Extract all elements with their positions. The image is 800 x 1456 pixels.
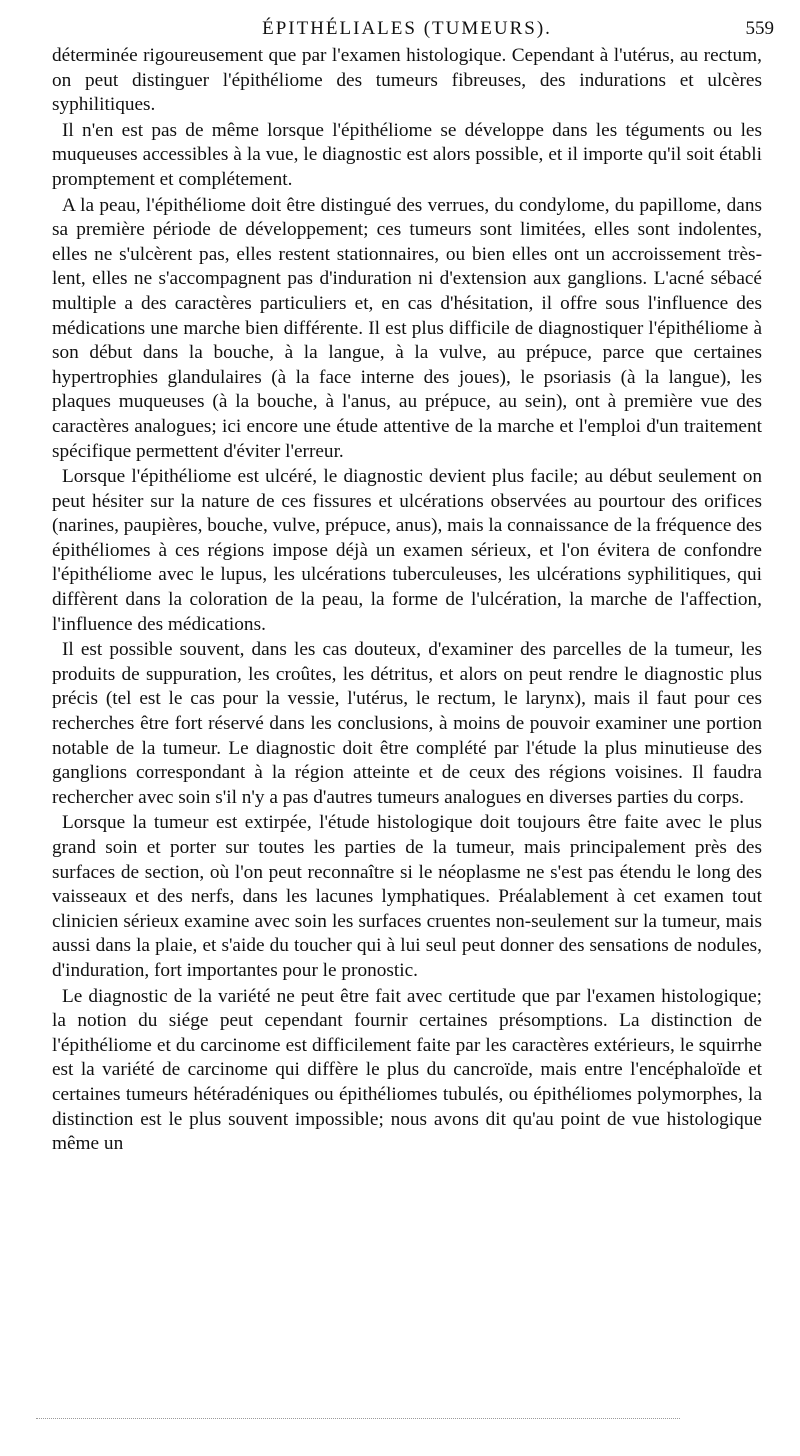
page-number: 559 (745, 18, 774, 39)
paragraph: déterminée rigoureusement que par l'examen histologique. Cependant à l'utérus, au rectum, on peut distinguer l'épithéliome des tumeurs fibreuses, des indurations et ulcères syphilitiques. (52, 45, 762, 116)
footer-rule (36, 1418, 680, 1419)
paragraph: Il est possible souvent, dans les cas douteux, d'examiner des parcelles de la tumeur, les produits de suppuration, les croûtes, les détritus, et alors on peut rendre le diagnostic plus précis (tel est le cas pour la vessie, l'utérus, le rectum, le larynx), mais il faut pour ces recherches être fort réservé dans les conclusions, à moins de pouvoir examiner une portion notable de la tumeur. Le diagnostic doit être complété par l'étude la plus minutieuse des ganglions correspondant à la région atteinte et de ceux des régions voisines. Il faudra rechercher avec soin s'il n'y a pas d'autres tumeurs analogues en diverses parties du corps. (52, 639, 762, 808)
paragraph: A la peau, l'épithéliome doit être distingué des verrues, du condylome, du papillome, dans sa première période de développement; ces tumeurs sont limitées, elles sont indolentes, elles ne s'ulcèrent pas, elles restent stationnaires, ou bien elles ont un accroissement très-lent, elles ne s'accompagnent pas d'induration ni d'extension aux ganglions. L'acné sébacé multiple a des caractères particuliers et, en cas d'hésitation, il offre sous l'influence des médications une marche bien différente. Il est plus difficile de diagnostiquer l'épithéliome à son début dans la bouche, à la langue, à la vulve, au prépuce, parce que certaines hypertrophies glandulaires (à la face interne des joues), le psoriasis (à la langue), les plaques muqueuses (à la bouche, à l'anus, au prépuce, au sein), ont à première vue des caractères analogues; ici encore une étude attentive de la marche et l'emploi d'un traitement spécifique permettent d'éviter l'erreur. (52, 194, 762, 462)
body-text (52, 44, 762, 1157)
paragraph: Le diagnostic de la variété ne peut être fait avec certitude que par l'examen histologique; la notion du siége peut cependant fournir certaines présomptions. La distinction de l'épithéliome et du carcinome est difficilement faite par les caractères extérieurs, le squirrhe est la variété de carcinome qui diffère le plus du cancroïde, mais entre l'encéphaloïde et certaines tumeurs hétéradéniques ou épithéliomes tubulés, ou épithéliomes polymorphes, la distinction est le plus souvent impossible; nous avons dit qu'au point de vue histologique même un (52, 985, 762, 1155)
paragraph: Il n'en est pas de même lorsque l'épithéliome se développe dans les téguments ou les muqueuses accessibles à la vue, le diagnostic est alors possible, et il importe qu'il soit établi promptement et complétement. (52, 119, 762, 190)
paragraph: Lorsque la tumeur est extirpée, l'étude histologique doit toujours être faite avec le plus grand soin et porter sur toutes les parties de la tumeur, mais principalement près des surfaces de section, où l'on peut reconnaître si le néoplasme ne s'est pas étendu le long des vaisseaux et des nerfs, dans les lacunes lymphatiques. Préalablement à cet examen tout clinicien sérieux examine avec soin les surfaces cruentes non-seulement sur la tumeur, mais aussi dans la plaie, et s'aide du toucher qui à lui seul peut donner des sensations de nodules, d'induration, fort importantes pour le pronostic. (52, 812, 762, 981)
running-title: ÉPITHÉLIALES (TUMEURS). (262, 18, 552, 39)
paragraph: Lorsque l'épithéliome est ulcéré, le diagnostic devient plus facile; au début seulement on peut hésiter sur la nature de ces fissures et ulcérations observées au pourtour des orifices (narines, paupières, bouche, vulve, prépuce, anus), mais la connaissance de la fréquence des épithéliomes à ces régions impose déjà un examen sérieux, et l'on évitera de confondre l'épithéliome avec le lupus, les ulcérations tuberculeuses, les ulcérations syphilitiques, qui diffèrent dans la coloration de la peau, la forme de l'ulcération, la marche de l'affection, l'influence des médications. (52, 466, 762, 635)
running-head (52, 0, 774, 44)
